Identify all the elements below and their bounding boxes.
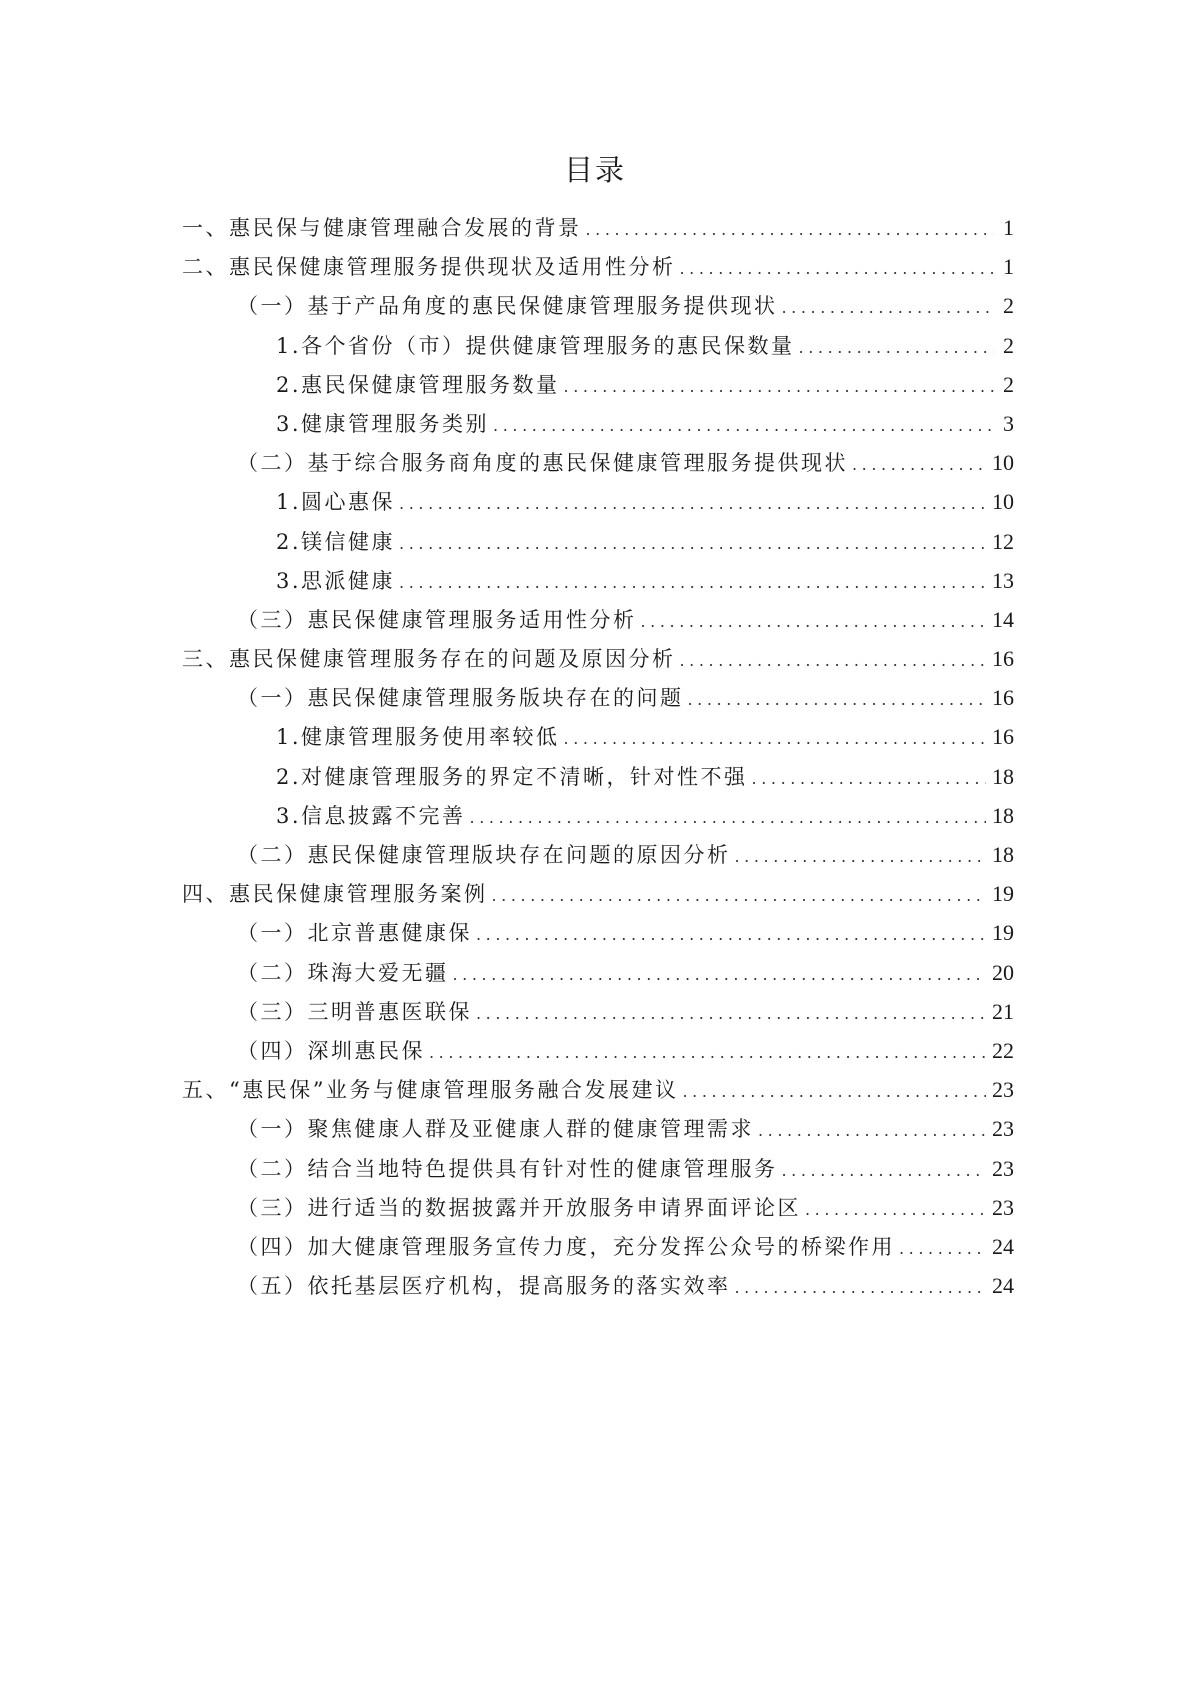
toc-dot-leader	[735, 837, 987, 876]
toc-entry[interactable]	[182, 796, 1014, 835]
toc-dot-leader	[399, 484, 986, 523]
toc-dot-leader	[735, 1268, 987, 1307]
toc-entry[interactable]	[182, 482, 1014, 521]
toc-page-number: 19	[992, 920, 1014, 946]
toc-entry[interactable]	[182, 1188, 1014, 1227]
toc-entry-text: （一）北京普惠健康保	[237, 921, 472, 946]
toc-entry-text: 2.镁信健康	[276, 529, 396, 554]
toc-entry-text: 3.健康管理服务类别	[276, 411, 490, 436]
toc-page-number: 13	[992, 567, 1014, 593]
toc-entry-text: 1.健康管理服务使用率较低	[276, 725, 560, 750]
toc-page-number: 22	[992, 1037, 1014, 1063]
toc-dot-leader	[782, 1151, 987, 1190]
toc-dot-leader	[805, 1190, 986, 1229]
toc-page-number: 19	[992, 881, 1014, 907]
toc-entry[interactable]	[182, 1149, 1014, 1188]
toc-dot-leader	[852, 445, 986, 484]
toc-entry-text: 四、惠民保健康管理服务案例	[182, 882, 488, 907]
toc-dot-leader	[399, 563, 986, 602]
toc-dot-leader	[399, 524, 986, 563]
toc-page-number: 2	[1003, 371, 1014, 397]
toc-entry[interactable]	[182, 992, 1014, 1031]
toc-page-number: 21	[992, 998, 1014, 1024]
toc-entry-text: 1.各个省份（市）提供健康管理服务的惠民保数量	[276, 333, 795, 358]
toc-entry-text: （四）加大健康管理服务宣传力度，充分发挥公众号的桥梁作用	[237, 1234, 895, 1259]
toc-entry[interactable]	[182, 404, 1014, 443]
toc-entry-text: （一）基于产品角度的惠民保健康管理服务提供现状	[237, 294, 778, 319]
toc-page-number: 1	[1003, 254, 1014, 280]
toc-dot-leader	[782, 288, 995, 327]
toc-dot-leader	[492, 876, 987, 915]
toc-entry-text: （一）惠民保健康管理服务版块存在的问题	[237, 686, 684, 711]
toc-entry-text: （五）依托基层医疗机构，提高服务的落实效率	[237, 1274, 731, 1299]
toc-page-number: 16	[992, 685, 1014, 711]
toc-entry[interactable]	[182, 1070, 1014, 1109]
toc-entry[interactable]	[182, 247, 1014, 286]
table-of-contents	[182, 208, 1014, 1305]
toc-page-number: 2	[1003, 293, 1014, 319]
toc-page-number: 24	[992, 1273, 1014, 1299]
toc-page-number: 14	[992, 606, 1014, 632]
toc-dot-leader	[493, 406, 994, 445]
toc-entry[interactable]	[182, 1266, 1014, 1305]
toc-title: 目录	[563, 153, 626, 187]
toc-dot-leader	[758, 1111, 986, 1150]
toc-dot-leader	[899, 1229, 986, 1268]
toc-entry-text: 五、“惠民保”业务与健康管理服务融合发展建议	[182, 1078, 679, 1103]
toc-dot-leader	[682, 1072, 986, 1111]
toc-entry-text: （四）深圳惠民保	[237, 1038, 425, 1063]
toc-entry[interactable]	[182, 286, 1014, 325]
toc-page-number: 3	[1003, 410, 1014, 436]
toc-entry-text: （三）进行适当的数据披露并开放服务申请界面评论区	[237, 1195, 801, 1220]
toc-page-number: 10	[992, 489, 1014, 515]
toc-entry-text: 2.对健康管理服务的界定不清晰，针对性不强	[276, 764, 748, 789]
toc-page-number: 16	[992, 724, 1014, 750]
toc-page-number: 23	[992, 1077, 1014, 1103]
toc-page-number: 1	[1003, 215, 1014, 240]
toc-page-number: 18	[992, 802, 1014, 828]
toc-dot-leader	[680, 641, 987, 680]
toc-entry[interactable]	[182, 639, 1014, 678]
toc-entry[interactable]	[182, 678, 1014, 717]
toc-dot-leader	[688, 680, 987, 719]
toc-entry[interactable]	[182, 953, 1014, 992]
toc-dot-leader	[641, 602, 987, 641]
toc-dot-leader	[680, 249, 995, 288]
toc-dot-leader	[476, 994, 986, 1033]
toc-entry-text: 1.圆心惠保	[276, 490, 396, 515]
toc-entry[interactable]	[182, 1227, 1014, 1266]
toc-dot-leader	[564, 719, 986, 758]
toc-entry[interactable]	[182, 600, 1014, 639]
toc-dot-leader	[564, 367, 994, 406]
toc-dot-leader	[453, 955, 987, 994]
toc-entry-text: 二、惠民保健康管理服务提供现状及适用性分析	[182, 255, 676, 280]
toc-dot-leader	[429, 1033, 986, 1072]
toc-dot-leader	[799, 328, 994, 367]
toc-page-number: 24	[992, 1233, 1014, 1259]
toc-page-number: 23	[992, 1194, 1014, 1220]
toc-entry[interactable]	[182, 522, 1014, 561]
toc-entry-text: （二）惠民保健康管理版块存在问题的原因分析	[237, 843, 731, 867]
toc-page-number: 16	[992, 646, 1014, 672]
toc-entry[interactable]	[182, 208, 1014, 247]
toc-entry-text: （三）惠民保健康管理服务适用性分析	[237, 607, 637, 632]
toc-entry[interactable]	[182, 1031, 1014, 1070]
toc-entry[interactable]	[182, 443, 1014, 482]
toc-entry-text: 3.思派健康	[276, 568, 396, 593]
toc-page-number: 23	[992, 1155, 1014, 1181]
toc-entry-text: 三、惠民保健康管理服务存在的问题及原因分析	[182, 647, 676, 672]
toc-entry[interactable]	[182, 326, 1014, 365]
toc-entry[interactable]	[182, 561, 1014, 600]
toc-page-number: 18	[992, 763, 1014, 789]
toc-entry-text: （二）结合当地特色提供具有针对性的健康管理服务	[237, 1156, 778, 1181]
toc-entry-text: （三）三明普惠医联保	[237, 999, 472, 1024]
toc-page-number: 12	[992, 528, 1014, 554]
toc-page-number: 2	[1003, 332, 1014, 358]
toc-dot-leader	[476, 915, 986, 954]
toc-dot-leader	[586, 210, 995, 249]
toc-page-number: 18	[992, 842, 1014, 867]
toc-dot-leader	[752, 759, 986, 798]
toc-entry[interactable]	[182, 757, 1014, 796]
toc-entry[interactable]	[182, 365, 1014, 404]
toc-entry-text: （一）聚焦健康人群及亚健康人群的健康管理需求	[237, 1117, 754, 1142]
toc-dot-leader	[470, 798, 986, 837]
toc-entry-text: 2.惠民保健康管理服务数量	[276, 372, 560, 397]
toc-entry[interactable]	[182, 717, 1014, 756]
toc-entry[interactable]	[182, 874, 1014, 913]
toc-entry[interactable]	[182, 835, 1014, 874]
toc-entry-text: 3.信息披露不完善	[276, 803, 466, 828]
toc-entry-text: （二）基于综合服务商角度的惠民保健康管理服务提供现状	[237, 451, 848, 476]
toc-entry-text: 一、惠民保与健康管理融合发展的背景	[182, 216, 582, 240]
toc-entry[interactable]	[182, 913, 1014, 952]
toc-page-number: 10	[992, 450, 1014, 476]
toc-page-number: 20	[992, 959, 1014, 985]
toc-page-number: 23	[992, 1116, 1014, 1142]
toc-entry[interactable]	[182, 1109, 1014, 1148]
toc-entry-text: （二）珠海大爱无疆	[237, 960, 449, 985]
